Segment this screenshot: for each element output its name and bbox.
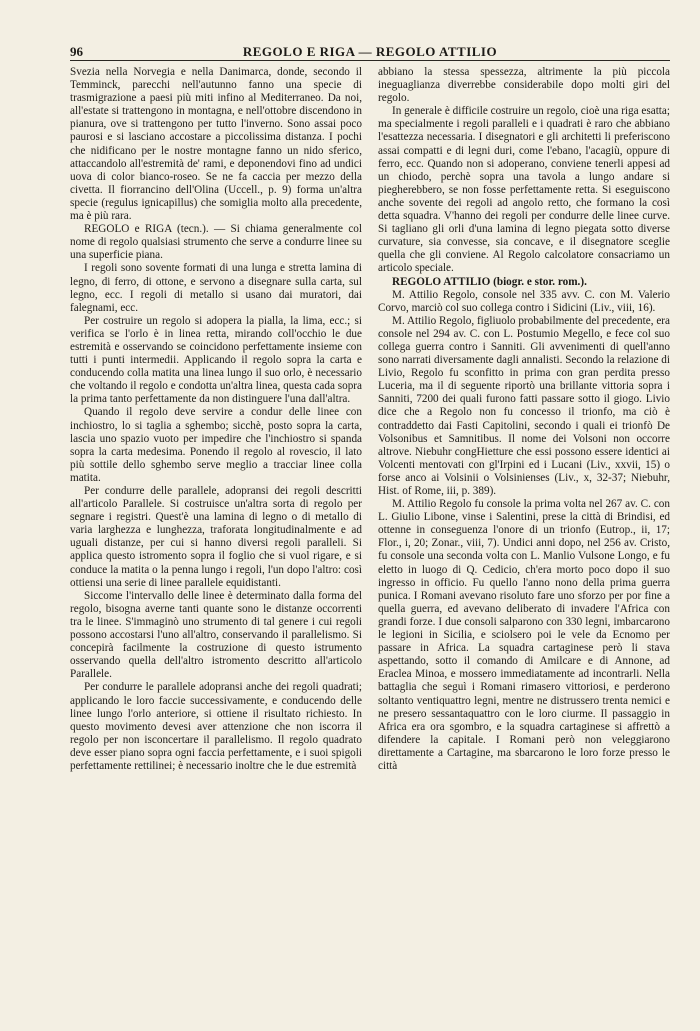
paragraph: abbiano la stessa spessezza, altrimente la più piccola ineguaglianza diverrebbe considerabile dopo molti giri del regolo. [378,66,670,105]
paragraph: Per condurre le parallele adopransi anche dei regoli quadrati; applicando le loro faccie successivamente, e conducendo delle linee lungo l'orlo anteriore, si ottiene il risultato richiesto. In questo movimento devesi aver attenzione che non iscorra il regolo per non isconcertare il parallelismo. Il regolo quadrato deve esser piano sopra ogni faccia perfettamente, e i suoi spigoli perfettamente rettilinei; è necessario inoltre che le due estremità [70,681,362,772]
entry-regolo-e-riga: REGOLO e RIGA (tecn.). — Si chiama generalmente col nome di regolo qualsiasi strumento che serve a condurre linee su una superficie piana. [70,223,362,262]
left-column [70,66,362,996]
page-number: 96 [70,44,83,59]
paragraph: M. Attilio Regolo, console nel 335 avv. C. con M. Valerio Corvo, marciò col suo collega contro i Sidicini (Liv., viii, 16). [378,288,670,314]
paragraph: Quando il regolo deve servire a condur delle linee con inchiostro, lo si taglia a sghembo; sicchè, posto sopra la carta, lascia uno spazio vuoto per impedire che l'inchiostro si spanda sopra la carta medesima. Ponendo il regolo al rovescio, il lato più sottile dello sghembo serve meglio a tracciar linee colla matita. [70,406,362,484]
page-header [70,38,670,61]
paragraph: Svezia nella Norvegia e nella Danimarca, donde, secondo il Temminck, parecchi nell'autunno fanno una specie di trasmigrazione a paesi più miti infino al Mediterraneo. Da noi, all'estate si trattengono in montagna, e nell'ottobre discendono in pianura, ove si trattengono per tutto l'inverno. Sono assai poco paurosi e si lasciano accostare a piccolissima distanza. I pochi che nidificano per le nostre montagne fanno un nido sferico, attaccandolo all'estremità de' rami, e deponendovi fino ad undici uova di color bianco-roseo. Se ne fa caccia per mezzo della civetta. Il fiorrancino dell'Olina (Uccell., p. 9) forma un'altra specie (regulus ignicapillus) che somiglia molto alla precedente, ma è più rara. [70,66,362,223]
paragraph: Siccome l'intervallo delle linee è determinato dalla forma del regolo, bisogna averne tanti quante sono le distanze occorrenti tra le linee. S'immaginò uno strumento di tal genere i cui regoli possono accostarsi l'uno all'altro, conservando il parallelismo. Si concepirà facilmente la costruzione di questo istrumento osservando quella dell'altro istromento descritto all'articolo Parallele. [70,589,362,681]
right-column [378,66,670,996]
paragraph: I regoli sono sovente formati di una lunga e stretta lamina di legno, di ferro, di ottone, e servono a disegnare sulla carta, sul legno, ecc. I regoli di metallo si usano dai muratori, dai falegnami, ecc. [70,262,362,314]
entry-regolo-attilio: REGOLO ATTILIO (biogr. e stor. rom.). [392,275,587,288]
paragraph: Per condurre delle parallele, adopransi dei regoli descritti all'articolo Parallele. Si costruisce un'altra sorta di regolo per segnare i registri. Quest'è una lamina di legno o di metallo di varia larghezza e lunghezza, traforata longitudinalmente e ad uguali distanze, per cui si hanno diversi regoli paralleli. Si applica questo istromento sopra il foglio che si vuol rigare, e si conduce la matita o la penna lungo i regoli, l'un dopo l'altro: così ottiensi una serie di linee parallele equidistanti. [70,485,362,589]
paragraph: Per costruire un regolo si adopera la pialla, la lima, ecc.; si verifica se l'orlo è in linea retta, mirando coll'occhio le due estremità e osservando se coincidono perfettamente insieme con tutti i punti intermedii. Applicando il regolo sopra la carta e conducendo colla matita una linea lungo il suo orlo, è necessario che voltando il regolo e condotta un'altra linea, questa cada sopra la prima tanto perfettamente da non distinguere l'una dall'altra. [70,314,362,406]
paragraph: In generale è difficile costruire un regolo, cioè una riga esatta; ma specialmente i regoli paralleli e i quadrati è raro che abbiano l'esattezza necessaria. I disegnatori e gli architetti li preferiscono assai compatti e di legni duri, come l'ebano, l'acagiù, oppure di ferro, ecc. Quando non si adoperano, conviene tenerli appesi ad un chiodo, perchè sopra una tavola a lungo andare si piegherebbero, se non fosse perfettamente retta. Si eseguiscono anche sovente dei regoli ad angolo retto, che formano la così detta squadra. V'hanno dei regoli per condurre delle linee curve. Si tagliano gli orli d'una lamina di legno piegata sotto diverse curvature, sia convesse, sia concave, e il disegnatore sceglie quella che gli conviene. Al Regolo calcolatore consacriamo un articolo speciale. [378,105,670,275]
paragraph: M. Attilio Regolo, figliuolo probabilmente del precedente, era console nel 294 av. C. con L. Postumio Megello, e fece col suo collega guerra contro i Sanniti. Gli avvenimenti di quell'anno sono narrati diversamente dagli annalisti. Secondo la relazione di Livio, Regolo fu sconfitto in prima con gran perdita presso Luceria, ma il di seguente riportò una brillante vittoria sopra i Sanniti, 7200 dei quali furono fatti passare sotto il giogo. Livio dice che a Regolo non fu concesso il trionfo, ma ciò è contraddetto dai Fasti Capitolini, secondo i quali ei trionfò De Volsonibus et Samnitibus. Il nome dei Volsoni non occorre altrove. Niebuhr congHietture che essi possono essere identici ai Volcenti mentovati con gl'Irpini ed i Lucani (Liv., xxvii, 15) o forse anco ai Volsinii o Volsinienses (Liv., x, 32-37; Niebuhr, Hist. of Rome, iii, p. 389). [378,314,670,497]
running-head: REGOLO E RIGA — REGOLO ATTILIO [242,44,498,59]
paragraph: M. Attilio Regolo fu console la prima volta nel 267 av. C. con L. Giulio Libone, vinse i Salentini, prese la città di Brindisi, ed ottenne in conseguenza l'onore di un trionfo (Eutrop., ii, 17; Flor., i, 20; Zonar., viii, 7). Undici anni dopo, nel 256 av. Cristo, fu console una seconda volta con L. Manlio Vulsone Longo, e fu eletto in luogo di Q. Cedicio, ch'era morto poco dopo il suo ingresso in officio. Fu quello l'anno nono della prima guerra punica. I Romani avevano risoluto fare uno sforzo per por fine a quella guerra, ed avevano deliberato di invadere l'Africa con grandi forze. I due consoli salparono con 330 legni, imbarcarono le legioni in Sicilia, e sciolsero poi le vele da Ecnomo per passare in Africa. La squadra cartaginese però li stava aspettando, sotto il comando di Amilcare e di Annone, ad Eraclea Minoa, e mossero immediatamente ad incontrarli. Nella battaglia che seguì i Romani rimasero vittoriosi, e perderono soltanto ventiquattro legni, mentre ne distrussero trenta nemici e ne presero sessantaquattro con le loro ciurme. Il passaggio in Africa era ora sgombro, e la squadra cartaginese si affrettò a difendere la capitale. I Romani però non veleggiarono direttamente a Cartagine, ma sbarcarono le loro forze presso le città [378,498,670,772]
